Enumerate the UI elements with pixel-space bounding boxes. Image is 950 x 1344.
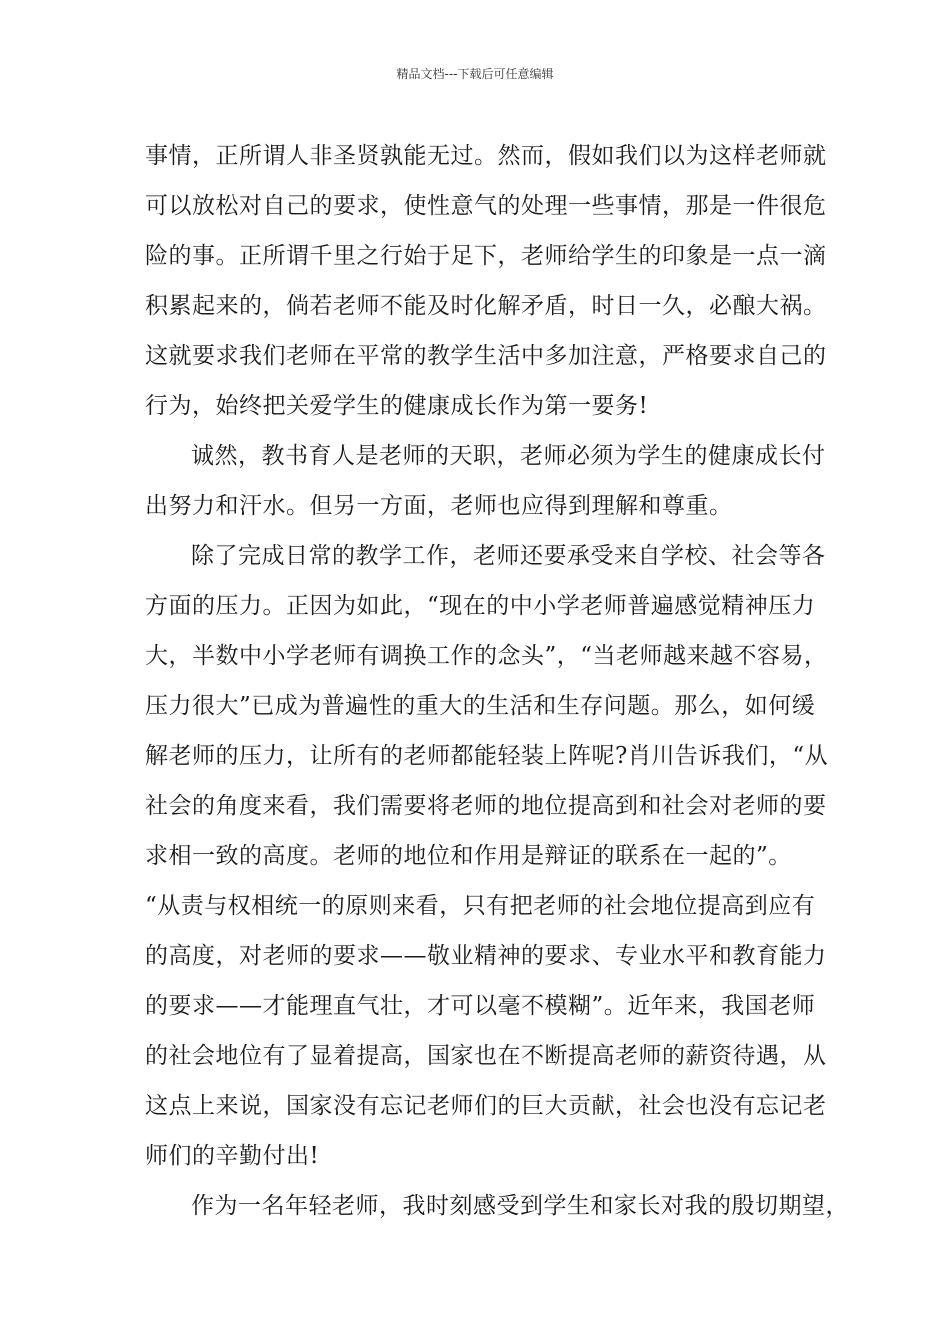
text-line: 险的事。正所谓千里之行始于足下，老师给学生的印象是一点一滴 (145, 243, 827, 269)
text-line: 行为，始终把关爱学生的健康成长作为第一要务! (145, 393, 649, 419)
text-line: 师们的辛勤付出! (145, 1143, 320, 1169)
paragraph-start-line: 作为一名年轻老师，我时刻感受到学生和家长对我的殷切期望， (191, 1193, 849, 1219)
document-body (145, 131, 849, 1231)
text-line: 事情，正所谓人非圣贤孰能无过。然而，假如我们以为这样老师就 (145, 143, 827, 169)
text-line: 社会的角度来看，我们需要将老师的地位提高到和社会对老师的要 (145, 793, 827, 819)
text-line: 解老师的压力，让所有的老师都能轻装上阵呢?肖川告诉我们，“从 (145, 743, 829, 769)
text-line: 可以放松对自己的要求，使性意气的处理一些事情，那是一件很危 (145, 193, 827, 219)
paragraph-start-line: 除了完成日常的教学工作，老师还要承受来自学校、社会等各 (191, 543, 826, 569)
text-line: 的社会地位有了显着提高，国家也在不断提高老师的薪资待遇，从 (145, 1043, 827, 1069)
text-line: 求相一致的高度。老师的地位和作用是辩证的联系在一起的”。 (145, 843, 792, 869)
text-line: 压力很大”已成为普遍性的重大的生活和生存问题。那么，如何缓 (145, 693, 816, 719)
text-line: 大，半数中小学老师有调换工作的念头”，“当老师越来越不容易， (145, 643, 828, 669)
text-line: 这点上来说，国家没有忘记老师们的巨大贡献，社会也没有忘记老 (145, 1093, 827, 1119)
page-header: 精品文档---下载后可任意编辑 (396, 67, 554, 81)
paragraph-start-line: 诚然，教书育人是老师的天职，老师必须为学生的健康成长付 (191, 443, 826, 469)
text-line: 的高度，对老师的要求——敬业精神的要求、专业水平和教育能力 (145, 943, 827, 969)
text-line: 方面的压力。正因为如此，“现在的中小学老师普遍感觉精神压力 (145, 593, 816, 619)
text-line: 出努力和汗水。但另一方面，老师也应得到理解和尊重。 (145, 493, 733, 519)
text-line: 积累起来的，倘若老师不能及时化解矛盾，时日一久，必酿大祸。 (145, 293, 827, 319)
text-line: “从责与权相统一的原则来看，只有把老师的社会地位提高到应有 (145, 893, 816, 919)
text-line: 的要求——才能理直气壮，才可以毫不模糊”。近年来，我国老师 (145, 993, 816, 1019)
text-line: 这就要求我们老师在平常的教学生活中多加注意，严格要求自己的 (145, 343, 827, 369)
